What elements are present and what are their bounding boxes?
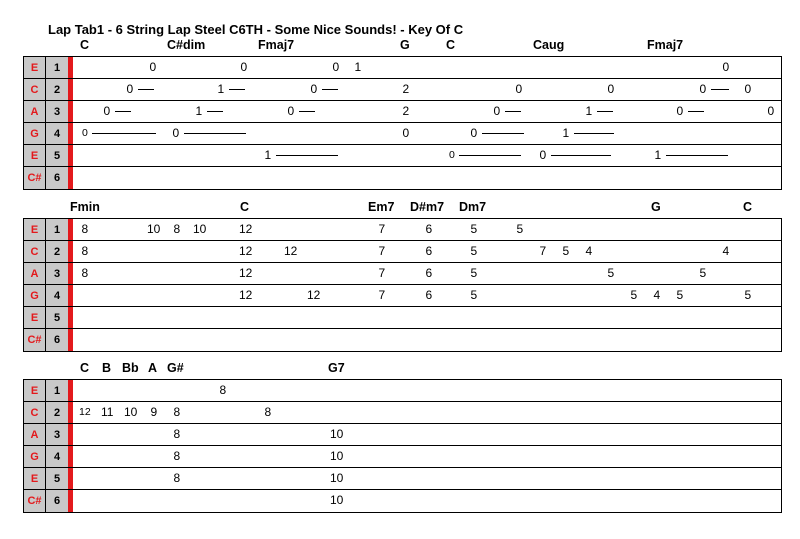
sustain-line: [551, 155, 611, 156]
string-name: E: [24, 307, 46, 328]
string-row: [24, 263, 781, 285]
fret-number: 5: [470, 244, 478, 258]
tab-staff: [23, 218, 782, 352]
fret-number: 6: [425, 288, 433, 302]
string-number: 3: [46, 101, 68, 122]
string-row: [24, 329, 781, 351]
nut-bar: [68, 329, 73, 351]
fret-number: 4: [585, 244, 593, 258]
fret-number: 0: [126, 82, 134, 96]
fret-number: 7: [539, 244, 547, 258]
fret-number: 0: [287, 104, 295, 118]
fret-number: 8: [173, 405, 181, 419]
fret-number: 12: [239, 288, 253, 302]
fret-number: 5: [470, 266, 478, 280]
string-number: 1: [46, 219, 68, 240]
nut-bar: [68, 79, 73, 100]
chord-label: G7: [328, 361, 345, 375]
fret-number: 5: [744, 288, 752, 302]
fret-number: 12: [239, 244, 253, 258]
string-name: C: [24, 402, 46, 423]
fret-number: 0: [744, 82, 752, 96]
chord-label: Caug: [533, 38, 565, 52]
chord-label: C: [80, 361, 90, 375]
nut-bar: [68, 123, 73, 144]
fret-number: 0: [82, 127, 88, 139]
string-row: [24, 57, 781, 79]
chord-label: Fmin: [70, 200, 100, 214]
sustain-line: [276, 155, 338, 156]
nut-bar: [68, 380, 73, 401]
fret-number: 8: [173, 222, 181, 236]
chord-label: G#: [167, 361, 184, 375]
fret-number: 5: [699, 266, 707, 280]
fret-number: 8: [81, 222, 89, 236]
fret-number: 0: [103, 104, 111, 118]
fret-number: 6: [425, 266, 433, 280]
fret-number: 0: [515, 82, 523, 96]
string-number: 4: [46, 446, 68, 467]
fret-number: 8: [173, 449, 181, 463]
fret-number: 5: [470, 222, 478, 236]
fret-number: 1: [354, 60, 362, 74]
fret-number: 7: [378, 288, 386, 302]
string-number: 2: [46, 402, 68, 423]
fret-number: 8: [264, 405, 272, 419]
string-number: 6: [46, 167, 68, 189]
sustain-line: [92, 133, 156, 134]
sustain-line: [299, 111, 315, 112]
string-name: C#: [24, 490, 46, 512]
fret-number: 8: [173, 471, 181, 485]
sustain-line: [711, 89, 729, 90]
page-title: Lap Tab1 - 6 String Lap Steel C6TH - Some Nice Sounds! - Key Of C: [48, 22, 464, 37]
fret-number: 8: [81, 266, 89, 280]
fret-number: 0: [470, 126, 478, 140]
string-number: 5: [46, 307, 68, 328]
string-name: E: [24, 380, 46, 401]
fret-number: 12: [239, 266, 253, 280]
fret-number: 7: [378, 266, 386, 280]
fret-number: 10: [330, 427, 344, 441]
sustain-line: [505, 111, 521, 112]
fret-number: 10: [124, 405, 138, 419]
nut-bar: [68, 446, 73, 467]
fret-number: 0: [607, 82, 615, 96]
sustain-line: [574, 133, 614, 134]
string-name: G: [24, 285, 46, 306]
fret-number: 1: [654, 148, 662, 162]
nut-bar: [68, 424, 73, 445]
fret-number: 0: [402, 126, 410, 140]
fret-number: 0: [332, 60, 340, 74]
fret-number: 8: [219, 383, 227, 397]
nut-bar: [68, 101, 73, 122]
fret-number: 12: [239, 222, 253, 236]
string-name: G: [24, 123, 46, 144]
fret-number: 0: [493, 104, 501, 118]
string-row: [24, 380, 781, 402]
string-row: [24, 446, 781, 468]
fret-number: 5: [516, 222, 524, 236]
string-number: 6: [46, 329, 68, 351]
chord-label: C: [743, 200, 753, 214]
chord-label: Fmaj7: [258, 38, 295, 52]
string-row: [24, 167, 781, 189]
fret-number: 4: [722, 244, 730, 258]
fret-number: 0: [539, 148, 547, 162]
chord-label: C: [446, 38, 456, 52]
chord-label: G: [400, 38, 410, 52]
fret-number: 5: [562, 244, 570, 258]
fret-number: 7: [378, 244, 386, 258]
nut-bar: [68, 402, 73, 423]
fret-number: 6: [425, 244, 433, 258]
sustain-line: [115, 111, 131, 112]
fret-number: 1: [217, 82, 225, 96]
chord-label: C#dim: [167, 38, 206, 52]
fret-number: 5: [470, 288, 478, 302]
nut-bar: [68, 468, 73, 489]
string-number: 3: [46, 263, 68, 284]
fret-number: 0: [722, 60, 730, 74]
fret-number: 10: [193, 222, 207, 236]
fret-number: 12: [79, 406, 91, 418]
nut-bar: [68, 285, 73, 306]
sustain-line: [597, 111, 613, 112]
string-name: C: [24, 241, 46, 262]
sustain-line: [207, 111, 223, 112]
sustain-line: [184, 133, 246, 134]
string-row: [24, 424, 781, 446]
string-name: A: [24, 263, 46, 284]
string-row: [24, 490, 781, 512]
string-name: E: [24, 57, 46, 78]
string-row: [24, 307, 781, 329]
fret-number: 0: [767, 104, 775, 118]
fret-number: 10: [330, 449, 344, 463]
fret-number: 10: [330, 471, 344, 485]
chord-label: A: [148, 361, 158, 375]
string-number: 3: [46, 424, 68, 445]
fret-number: 0: [676, 104, 684, 118]
nut-bar: [68, 219, 73, 240]
sustain-line: [482, 133, 524, 134]
string-name: C#: [24, 329, 46, 351]
string-name: C#: [24, 167, 46, 189]
string-row: [24, 145, 781, 167]
fret-number: 12: [284, 244, 298, 258]
fret-number: 10: [330, 493, 344, 507]
fret-number: 0: [699, 82, 707, 96]
chord-label: C: [80, 38, 90, 52]
fret-number: 1: [264, 148, 272, 162]
fret-number: 0: [240, 60, 248, 74]
fret-number: 6: [425, 222, 433, 236]
fret-number: 9: [150, 405, 158, 419]
chord-label: B: [102, 361, 112, 375]
string-number: 5: [46, 145, 68, 166]
string-row: [24, 468, 781, 490]
fret-number: 1: [562, 126, 570, 140]
chord-label: Dm7: [459, 200, 487, 214]
string-name: A: [24, 101, 46, 122]
string-number: 4: [46, 123, 68, 144]
chord-label: D#m7: [410, 200, 445, 214]
fret-number: 0: [172, 126, 180, 140]
nut-bar: [68, 263, 73, 284]
chord-label: Bb: [122, 361, 139, 375]
fret-number: 5: [630, 288, 638, 302]
chord-label: G: [651, 200, 661, 214]
fret-number: 4: [653, 288, 661, 302]
string-number: 1: [46, 57, 68, 78]
nut-bar: [68, 167, 73, 189]
fret-number: 1: [585, 104, 593, 118]
string-name: C: [24, 79, 46, 100]
sustain-line: [322, 89, 338, 90]
string-number: 2: [46, 241, 68, 262]
fret-number: 5: [607, 266, 615, 280]
fret-number: 7: [378, 222, 386, 236]
tab-staff: [23, 56, 782, 190]
fret-number: 12: [307, 288, 321, 302]
nut-bar: [68, 307, 73, 328]
fret-number: 10: [147, 222, 161, 236]
nut-bar: [68, 57, 73, 78]
string-number: 6: [46, 490, 68, 512]
nut-bar: [68, 241, 73, 262]
string-name: G: [24, 446, 46, 467]
string-row: [24, 219, 781, 241]
sustain-line: [229, 89, 245, 90]
nut-bar: [68, 145, 73, 166]
string-number: 4: [46, 285, 68, 306]
string-name: E: [24, 468, 46, 489]
fret-number: 8: [173, 427, 181, 441]
string-row: [24, 241, 781, 263]
fret-number: 5: [676, 288, 684, 302]
nut-bar: [68, 490, 73, 512]
sustain-line: [459, 155, 521, 156]
fret-number: 11: [101, 405, 114, 419]
fret-number: 8: [81, 244, 89, 258]
fret-number: 0: [310, 82, 318, 96]
sustain-line: [688, 111, 704, 112]
string-name: E: [24, 219, 46, 240]
string-row: [24, 285, 781, 307]
string-number: 5: [46, 468, 68, 489]
fret-number: 0: [149, 60, 157, 74]
sustain-line: [666, 155, 728, 156]
fret-number: 0: [449, 149, 455, 161]
string-number: 1: [46, 380, 68, 401]
chord-label: Fmaj7: [647, 38, 684, 52]
fret-number: 1: [195, 104, 203, 118]
string-name: A: [24, 424, 46, 445]
string-row: [24, 402, 781, 424]
string-name: E: [24, 145, 46, 166]
fret-number: 2: [402, 104, 410, 118]
fret-number: 2: [402, 82, 410, 96]
chord-label: C: [240, 200, 250, 214]
tab-staff: [23, 379, 782, 513]
sustain-line: [138, 89, 154, 90]
string-number: 2: [46, 79, 68, 100]
chord-label: Em7: [368, 200, 395, 214]
